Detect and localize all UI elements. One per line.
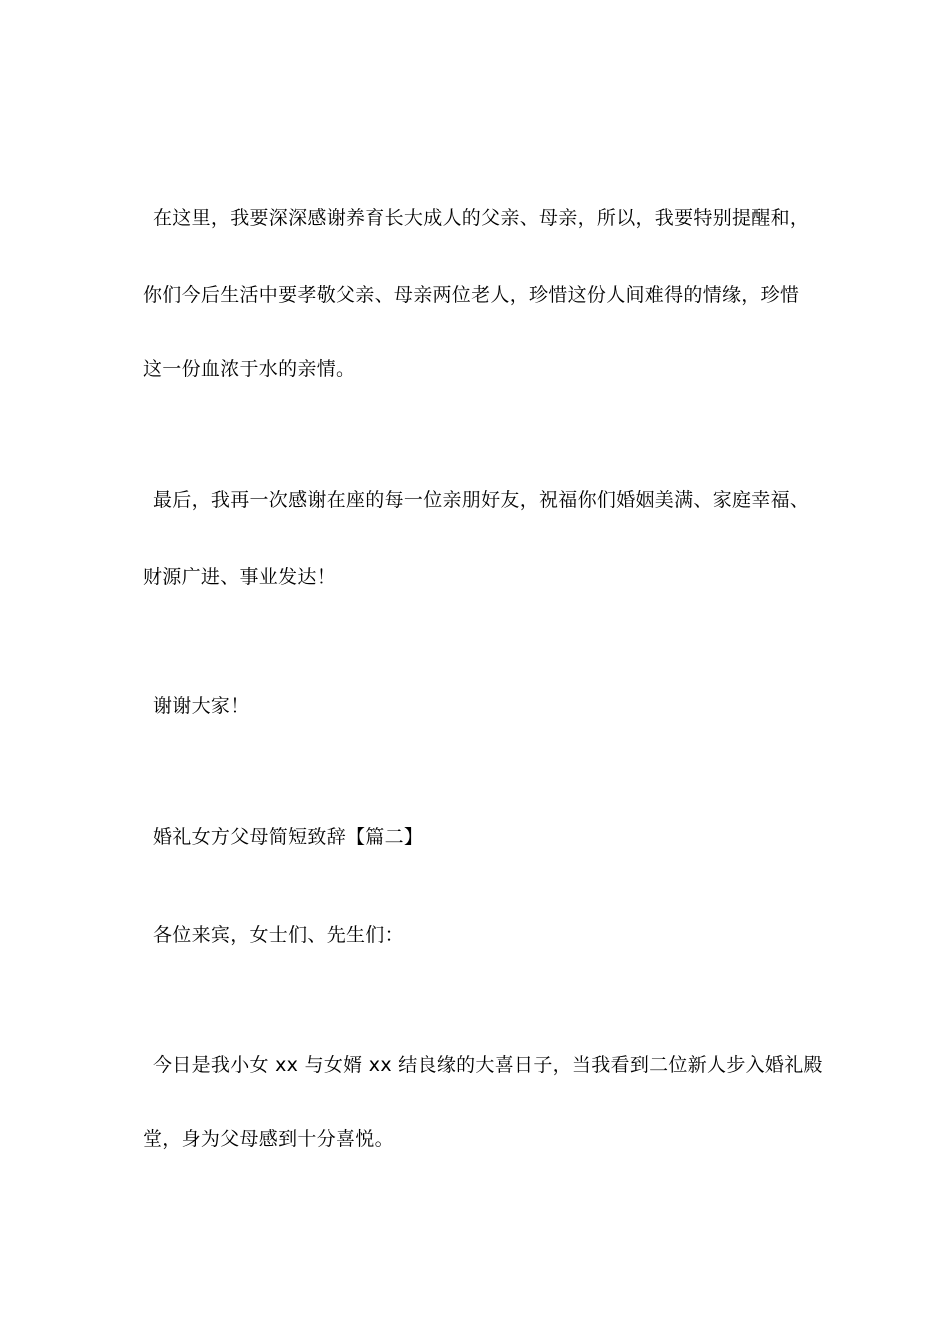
- paragraph-2-line-1: 最后，我再一次感谢在座的每一位亲朋好友，祝福你们婚姻美满、家庭幸福、: [153, 489, 810, 511]
- paragraph-3-line-1: 谢谢大家！: [153, 695, 250, 717]
- paragraph-1-line-1: 在这里，我要深深感谢养育长大成人的父亲、母亲，所以，我要特别提醒和，: [153, 207, 810, 229]
- paragraph-6-line-2: 堂，身为父母感到十分喜悦。: [143, 1128, 394, 1150]
- paragraph-2-line-2: 财源广进、事业发达！: [143, 566, 337, 588]
- salutation: 各位来宾，女士们、先生们：: [153, 924, 404, 946]
- paragraph-1-line-2: 你们今后生活中要孝敬父亲、母亲两位老人，珍惜这份人间难得的情缘，珍惜: [143, 284, 800, 306]
- section-heading: 婚礼女方父母简短致辞【篇二】: [153, 826, 424, 848]
- paragraph-1-line-3: 这一份血浓于水的亲情。: [143, 358, 356, 380]
- paragraph-6-line-1: 今日是我小女 xx 与女婿 xx 结良缘的大喜日子，当我看到二位新人步入婚礼殿: [153, 1054, 823, 1076]
